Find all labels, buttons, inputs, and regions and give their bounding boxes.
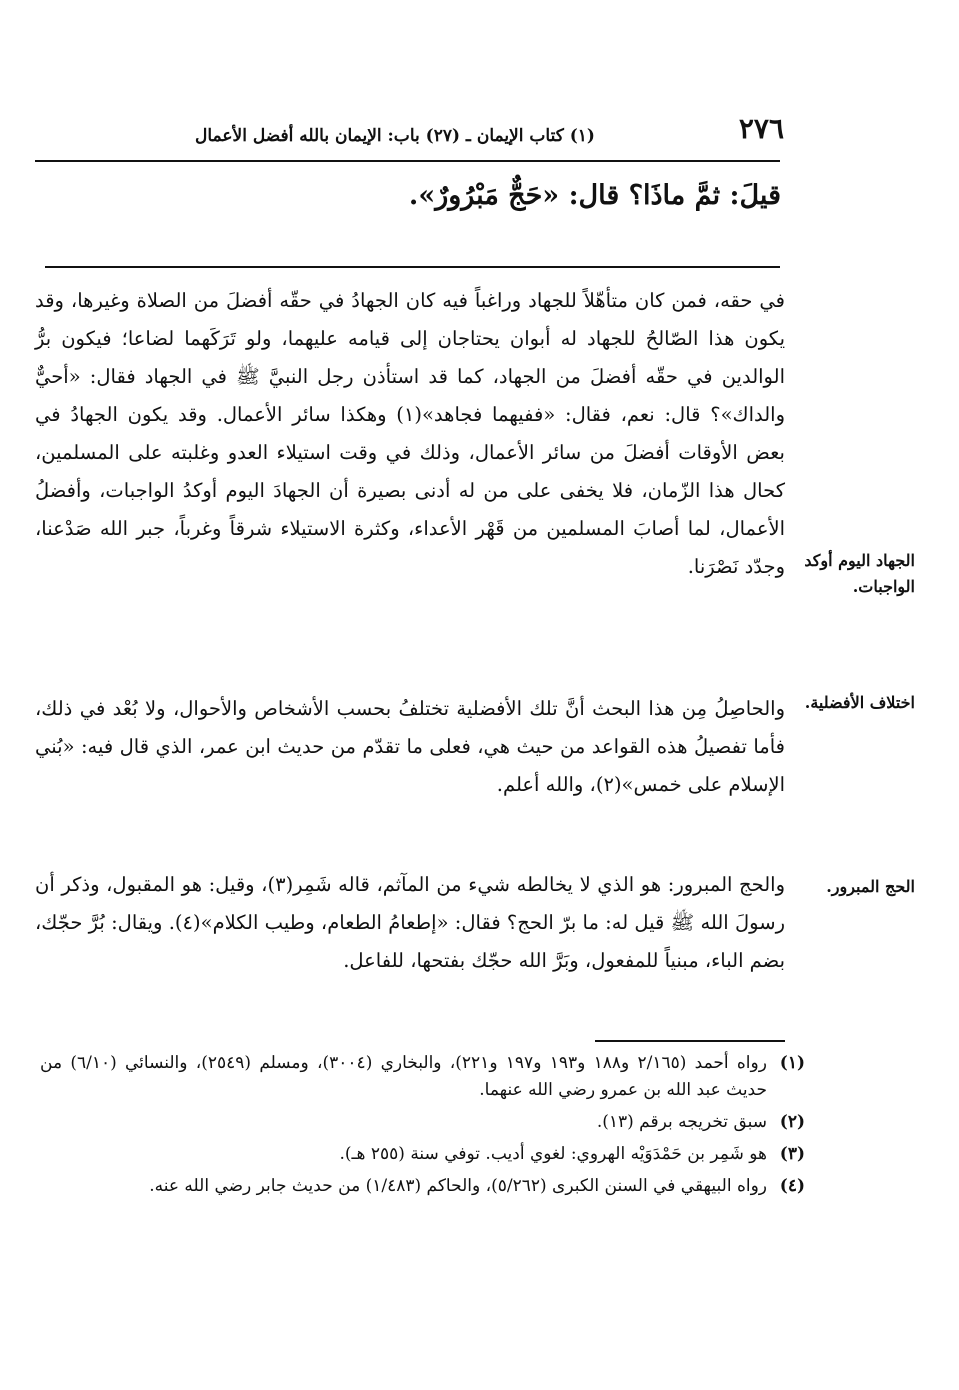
running-title: (١) كتاب الإيمان ـ (٢٧) باب: الإيمان بالله أفضل الأعمال: [195, 126, 595, 146]
page-header: [35, 112, 784, 162]
page-number: ٢٧٦: [738, 112, 784, 145]
footnote-number: (٤): [779, 1176, 805, 1196]
footnotes: [40, 1050, 805, 1205]
commentary-paragraph-3: والحج المبرور: هو الذي لا يخالطه شيء من المآثم، قاله شَمِر(٣)، وقيل: هو المقبول، وذكر أن رسولَ الله ﷺ قيل له: ما برّ الحج؟ فقال: «إطعامُ الطعام، وطيب الكلام»(٤). ويقال: بُرَّ حجّك، بضم الباء، مبنياً للمفعول، وبَرَّ الله حجّك بفتحها، للفاعل.: [35, 873, 785, 972]
side-note-preference: اختلاف الأفضلية.: [804, 693, 915, 712]
footnote-text: هو شَمِر بن حَمْدَوَيْه الهروي: لغوي أديب. توفي سنة (٢٥٥ هـ).: [339, 1144, 767, 1164]
footnote: [40, 1109, 805, 1136]
footnote-text: سبق تخريجه برقم (١٣).: [596, 1112, 767, 1132]
footnote-number: (١): [779, 1053, 805, 1073]
footnote: [40, 1173, 805, 1200]
footnote-text: رواه البيهقي في السنن الكبرى (٥/٢٦٢)، والحاكم (١/٤٨٣) من حديث جابر رضي الله عنه.: [149, 1176, 767, 1196]
footnote-divider: [595, 1040, 785, 1042]
hadith-divider: [45, 266, 780, 268]
side-note-hajj: الحج المبرور.: [826, 877, 915, 896]
footnote: [40, 1050, 805, 1104]
footnote: [40, 1141, 805, 1168]
hadith-text: قيلَ: ثمَّ ماذَا؟ قال: «حَجٌّ مَبْرُورٌ».: [408, 180, 781, 211]
commentary-paragraph-1: في حقه، فمن كان متأهّلاً للجهاد وراغباً فيه كان الجهادُ في حقّه أفضلَ من الصلاة وغيرها، وقد يكون هذا الصّالحُ للجهاد له أبوان يحتاجان إلى قيامه عليهما، ولو تَرَكَهما لضاعا؛ فيكون برُّ الوالدين في حقّه أفضلَ من الجهاد، كما قد استأذن رجل النبيَّ ﷺ في الجهاد فقال: «أحيٌّ والداك»؟ قال: نعم، فقال: «ففيهما فجاهد»(١) وهكذا سائر الأعمال. وقد يكون الجهادُ في بعض الأوقات أفضلَ من سائر الأعمال، وذلك في وقت استيلاء العدو وغلبته على المسلمين، كحال هذا الزّمان، فلا يخفى على من له أدنى بصيرة أن الجهادَ اليوم أوكدُ الواجبات، وأفضلُ الأعمال، لما أصابَ المسلمين من قَهْر الأعداء، وكثرة الاستيلاء شرقاً وغرباً، جبر الله صَدْعنا، وجدّد نَصْرَنا.: [35, 289, 786, 578]
footnote-text: رواه أحمد (٢/١٦٥ و١٨٨ و١٩٣ و١٩٧ و٢٢١)، والبخاري (٣٠٠٤)، ومسلم (٢٥٤٩)، والنسائي (٦/١٠) من حديث عبد الله بن عمرو رضي الله عنهما.: [40, 1053, 767, 1100]
commentary-paragraph-2: والحاصِلُ مِن هذا البحث أنَّ تلك الأفضلية تختلفُ بحسب الأشخاص والأحوال، ولا بُعْد في ذلك، فأما تفصيلُ هذه القواعد من حيث هي، فعلى ما تقدّم من حديث ابن عمر، الذي قال فيه: «بُني الإسلام على خمس»(٢)، والله أعلم.: [35, 697, 785, 796]
footnote-number: (٢): [779, 1112, 805, 1132]
side-note-jihad: الجهاد اليوم أوكد الواجبات.: [804, 551, 915, 596]
header-divider: [35, 160, 780, 162]
footnote-number: (٣): [779, 1144, 805, 1164]
